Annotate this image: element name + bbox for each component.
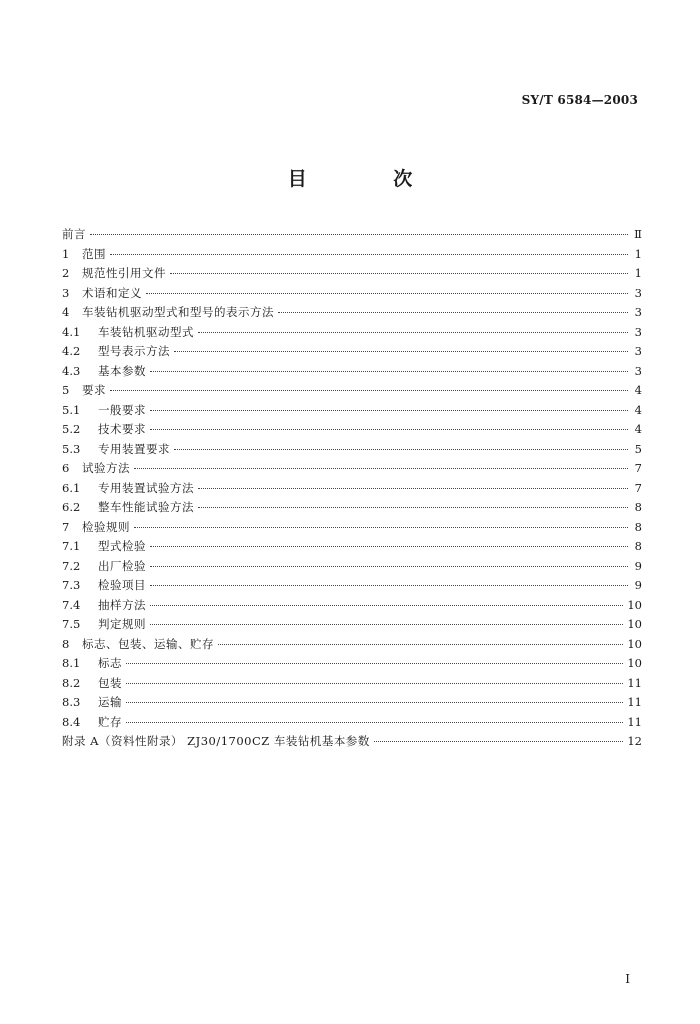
toc-entry-page: 9 <box>634 578 642 592</box>
toc-entry-label: 标志 <box>98 656 122 670</box>
toc-entry-label: 型号表示方法 <box>98 344 170 358</box>
toc-entry-label: 基本参数 <box>98 363 146 378</box>
toc-entry[interactable] <box>62 498 642 518</box>
toc-dot-leader <box>134 527 628 528</box>
toc-dot-leader <box>90 234 628 235</box>
toc-dot-leader <box>218 644 623 645</box>
toc-entry-label: 前言 <box>62 227 86 241</box>
toc-entry-page: 4 <box>634 383 642 397</box>
toc-dot-leader <box>198 488 628 489</box>
toc-dot-leader <box>150 410 628 411</box>
toc-entry[interactable] <box>62 362 642 382</box>
toc-entry-number: 1 <box>62 246 70 261</box>
toc-entry-label: 车装钻机驱动型式和型号的表示方法 <box>82 305 274 319</box>
toc-entry-number: 5.2 <box>62 422 81 436</box>
toc-dot-leader <box>198 332 628 333</box>
toc-entry-page: 3 <box>634 285 642 300</box>
toc-entry-label: 试验方法 <box>82 461 130 475</box>
toc-entry-page: 9 <box>634 558 642 573</box>
toc-entry[interactable] <box>62 342 642 362</box>
toc-entry-label: 附录 A（资料性附录） ZJ30/1700CZ 车装钻机基本参数 <box>62 734 370 748</box>
toc-entry-label: 技术要求 <box>98 422 146 436</box>
toc-entry-number: 7.2 <box>62 558 81 573</box>
toc-entry-number: 7.1 <box>62 539 81 553</box>
toc-entry-label: 专用装置试验方法 <box>98 480 194 495</box>
toc-dot-leader <box>198 507 628 508</box>
toc-entry-number: 5.3 <box>62 441 81 456</box>
toc-dot-leader <box>126 722 623 723</box>
toc-entry[interactable] <box>62 537 642 557</box>
toc-dot-leader <box>170 273 628 274</box>
toc-entry-page: 7 <box>634 480 642 495</box>
toc-dot-leader <box>374 741 623 742</box>
page-number: I <box>625 972 630 986</box>
toc-entry-label: 贮存 <box>98 714 122 729</box>
toc-entry-number: 6.2 <box>62 500 81 514</box>
toc-dot-leader <box>174 449 628 450</box>
toc-dot-leader <box>110 254 628 255</box>
toc-entry[interactable] <box>62 479 642 499</box>
toc-entry-page: 11 <box>627 695 642 709</box>
toc-entry-page: 5 <box>634 441 642 456</box>
toc-entry-page: 10 <box>627 636 642 651</box>
toc-entry-page: Ⅱ <box>634 227 642 241</box>
toc-entry[interactable] <box>62 576 642 596</box>
toc-entry-page: 1 <box>634 266 642 280</box>
toc-entry[interactable] <box>62 596 642 616</box>
toc-entry[interactable] <box>62 674 642 694</box>
toc-entry-page: 3 <box>634 324 642 339</box>
toc-dot-leader <box>110 390 628 391</box>
toc-entry-label: 标志、包装、运输、贮存 <box>82 636 214 651</box>
toc-dot-leader <box>150 585 628 586</box>
toc-entry-label: 要求 <box>82 383 106 397</box>
toc-entry-label: 运输 <box>98 695 122 709</box>
toc-entry-number: 7 <box>62 519 70 534</box>
toc-entry-number: 8.3 <box>62 695 81 709</box>
table-of-contents <box>62 225 642 752</box>
toc-entry[interactable] <box>62 401 642 421</box>
toc-entry[interactable] <box>62 459 642 479</box>
toc-entry-page: 1 <box>634 246 642 261</box>
toc-entry-page: 10 <box>627 617 642 631</box>
toc-entry-number: 7.3 <box>62 578 81 592</box>
toc-entry-number: 5.1 <box>62 402 81 417</box>
toc-entry-number: 6.1 <box>62 480 81 495</box>
toc-entry-number: 3 <box>62 285 70 300</box>
toc-entry-page: 11 <box>627 675 642 690</box>
toc-entry-page: 11 <box>627 714 642 729</box>
toc-entry-page: 10 <box>627 656 642 670</box>
toc-entry-label: 包装 <box>98 675 122 690</box>
toc-entry-page: 7 <box>634 461 642 475</box>
toc-entry[interactable] <box>62 615 642 635</box>
toc-entry-number: 7.5 <box>62 617 81 631</box>
toc-entry[interactable] <box>62 420 642 440</box>
toc-dot-leader <box>174 351 628 352</box>
toc-entry-label: 一般要求 <box>98 402 146 417</box>
toc-dot-leader <box>134 468 628 469</box>
toc-dot-leader <box>150 605 623 606</box>
toc-dot-leader <box>150 624 623 625</box>
toc-entry-number: 4 <box>62 305 70 319</box>
toc-entry-page: 8 <box>634 519 642 534</box>
standard-code: SY/T 6584—2003 <box>521 93 638 107</box>
toc-entry-page: 8 <box>634 500 642 514</box>
toc-entry[interactable] <box>62 635 642 655</box>
toc-entry-label: 车装钻机驱动型式 <box>98 324 194 339</box>
toc-entry[interactable] <box>62 284 642 304</box>
toc-entry-number: 8.1 <box>62 656 81 670</box>
toc-entry-page: 3 <box>634 344 642 358</box>
toc-entry-label: 专用装置要求 <box>98 441 170 456</box>
toc-entry-number: 4.3 <box>62 363 81 378</box>
toc-entry-label: 检验规则 <box>82 519 130 534</box>
toc-entry-page: 10 <box>627 597 642 612</box>
toc-entry-number: 8.2 <box>62 675 81 690</box>
toc-dot-leader <box>126 683 623 684</box>
toc-dot-leader <box>126 702 623 703</box>
toc-entry-number: 5 <box>62 383 70 397</box>
toc-entry-page: 8 <box>634 539 642 553</box>
toc-entry[interactable] <box>62 557 642 577</box>
toc-dot-leader <box>150 371 628 372</box>
toc-entry-label: 检验项目 <box>98 578 146 592</box>
toc-entry-number: 6 <box>62 461 70 475</box>
toc-dot-leader <box>146 293 628 294</box>
toc-entry[interactable] <box>62 381 642 401</box>
toc-dot-leader <box>150 566 628 567</box>
toc-entry-page: 12 <box>627 734 642 748</box>
toc-entry-label: 规范性引用文件 <box>82 266 166 280</box>
toc-entry[interactable] <box>62 518 642 538</box>
toc-dot-leader <box>126 663 623 664</box>
toc-entry[interactable] <box>62 323 642 343</box>
toc-dot-leader <box>278 312 628 313</box>
toc-entry[interactable] <box>62 440 642 460</box>
toc-entry[interactable] <box>62 693 642 713</box>
toc-entry-label: 术语和定义 <box>82 285 142 300</box>
toc-entry-number: 4.2 <box>62 344 81 358</box>
toc-entry-label: 范围 <box>82 246 106 261</box>
toc-entry-number: 7.4 <box>62 597 81 612</box>
toc-entry-label: 整车性能试验方法 <box>98 500 194 514</box>
toc-entry-number: 8 <box>62 636 70 651</box>
toc-entry-page: 3 <box>634 305 642 319</box>
toc-entry-label: 出厂检验 <box>98 558 146 573</box>
toc-entry-label: 抽样方法 <box>98 597 146 612</box>
toc-entry-page: 4 <box>634 422 642 436</box>
toc-entry-number: 2 <box>62 266 70 280</box>
toc-entry[interactable] <box>62 303 642 323</box>
toc-dot-leader <box>150 546 628 547</box>
page-title: 目 次 <box>287 168 453 190</box>
toc-entry[interactable] <box>62 732 642 752</box>
toc-entry[interactable] <box>62 654 642 674</box>
toc-entry-number: 4.1 <box>62 324 81 339</box>
toc-entry-page: 4 <box>634 402 642 417</box>
toc-entry-label: 型式检验 <box>98 539 146 553</box>
toc-entry[interactable] <box>62 245 642 265</box>
toc-entry-number: 8.4 <box>62 714 81 729</box>
toc-entry-page: 3 <box>634 363 642 378</box>
toc-dot-leader <box>150 429 628 430</box>
toc-entry[interactable] <box>62 264 642 284</box>
toc-entry-label: 判定规则 <box>98 617 146 631</box>
toc-entry[interactable] <box>62 225 642 245</box>
toc-entry[interactable] <box>62 713 642 733</box>
